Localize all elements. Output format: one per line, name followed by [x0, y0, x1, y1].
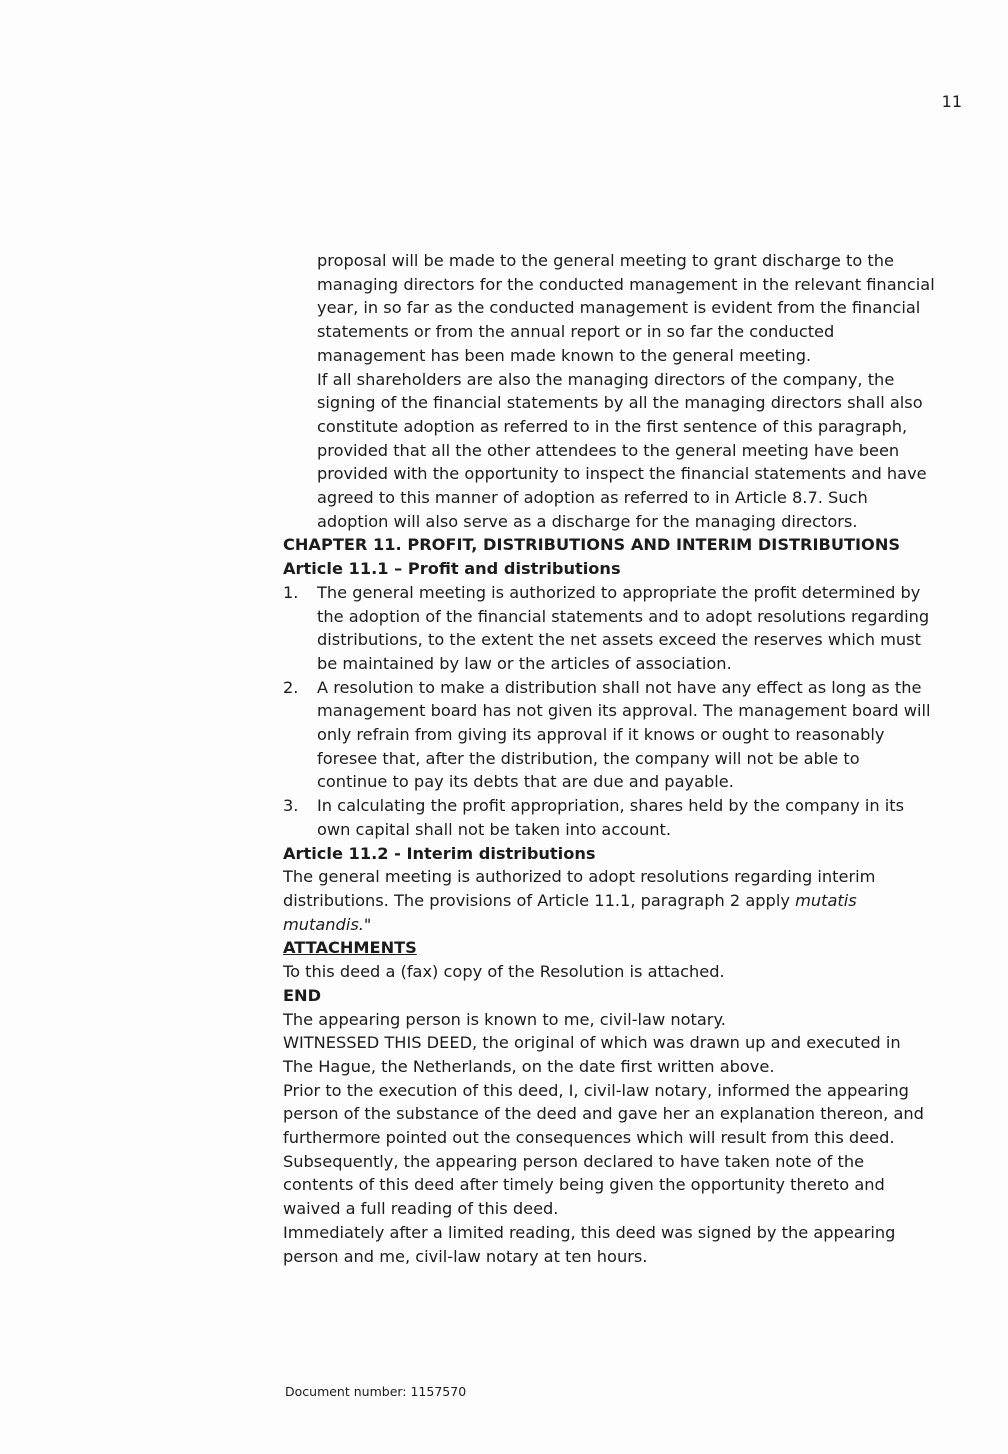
end-heading: END	[283, 985, 322, 1005]
list-item	[283, 581, 983, 676]
text-line: In calculating the profit appropriation, shares held by the company in its	[317, 796, 905, 816]
text-line: own capital shall not be taken into account.	[317, 819, 672, 839]
text-line: managing directors for the conducted management in the relevant financial	[317, 274, 935, 294]
intro-paragraph	[283, 249, 983, 533]
italic-text: mutatis	[795, 890, 857, 910]
text-line	[283, 889, 983, 913]
text-line: Prior to the execution of this deed, I, civil-law notary, informed the appearing	[283, 1080, 909, 1100]
article-heading: Article 11.1 – Profit and distributions	[283, 559, 621, 579]
article-heading: Article 11.2 - Interim distributions	[283, 843, 596, 863]
document-body	[283, 249, 983, 1268]
page-number: 11	[941, 92, 962, 111]
text-line: The general meeting is authorized to adopt resolutions regarding interim	[283, 867, 876, 887]
numbered-list	[283, 581, 983, 842]
text-line: adoption will also serve as a discharge for the managing directors.	[317, 511, 858, 531]
text-line: proposal will be made to the general meeting to grant discharge to the	[317, 251, 894, 270]
list-item	[283, 794, 983, 841]
text-line: person and me, civil-law notary at ten hours.	[283, 1246, 648, 1266]
text-line: management has been made known to the general meeting.	[317, 345, 812, 365]
text-line	[283, 913, 983, 937]
text-line: The Hague, the Netherlands, on the date first written above.	[283, 1056, 775, 1076]
text-line: only refrain from giving its approval if it knows or ought to reasonably	[317, 725, 885, 745]
text-line: WITNESSED THIS DEED, the original of which was drawn up and executed in	[283, 1033, 901, 1053]
text-line: foresee that, after the distribution, the company will not be able to	[317, 748, 860, 768]
text-line: furthermore pointed out the consequences which will result from this deed.	[283, 1128, 895, 1148]
text-span: distributions. The provisions of Article 11.1, paragraph 2 apply	[283, 890, 796, 910]
text-span: "	[363, 914, 372, 934]
italic-text: mutandis.	[283, 914, 364, 934]
text-line: year, in so far as the conducted management is evident from the financial	[317, 298, 921, 318]
text-line: contents of this deed after timely being given the opportunity thereto and	[283, 1175, 885, 1195]
list-number: 2.	[283, 677, 299, 697]
text-line: constitute adoption as referred to in the first sentence of this paragraph,	[317, 416, 908, 436]
list-number: 1.	[283, 582, 299, 602]
text-line: The general meeting is authorized to appropriate the profit determined by	[317, 582, 921, 602]
text-line: Immediately after a limited reading, this deed was signed by the appearing	[283, 1222, 896, 1242]
list-number: 3.	[283, 796, 299, 816]
text-line: A resolution to make a distribution shall not have any effect as long as the	[317, 677, 922, 697]
text-line: provided with the opportunity to inspect the financial statements and have	[317, 464, 927, 484]
text-line: agreed to this manner of adoption as referred to in Article 8.7. Such	[317, 488, 868, 508]
text-line: statements or from the annual report or in so far the conducted	[317, 322, 835, 342]
text-line: the adoption of the financial statements and to adopt resolutions regarding	[317, 606, 930, 626]
text-line: distributions, to the extent the net assets exceed the reserves which must	[317, 630, 921, 650]
text-line: provided that all the other attendees to the general meeting have been	[317, 440, 900, 460]
text-line: The appearing person is known to me, civil-law notary.	[283, 1009, 726, 1029]
text-line: be maintained by law or the articles of association.	[317, 653, 732, 673]
text-line: signing of the financial statements by all the managing directors shall also	[317, 393, 923, 413]
closing-paragraph	[283, 1008, 983, 1269]
text-line: person of the substance of the deed and gave her an explanation thereon, and	[283, 1104, 924, 1124]
text-line: waived a full reading of this deed.	[283, 1199, 559, 1219]
list-item	[283, 676, 983, 795]
document-number-footer: Document number: 1157570	[285, 1384, 467, 1399]
chapter-heading: CHAPTER 11. PROFIT, DISTRIBUTIONS AND INTERIM DISTRIBUTIONS	[283, 535, 901, 555]
text-line: management board has not given its approval. The management board will	[317, 701, 931, 721]
text-line: If all shareholders are also the managing directors of the company, the	[317, 369, 895, 389]
text-line: continue to pay its debts that are due and payable.	[317, 772, 734, 792]
attachments-text: To this deed a (fax) copy of the Resolution is attached.	[283, 962, 725, 982]
text-line: Subsequently, the appearing person declared to have taken note of the	[283, 1151, 865, 1171]
attachments-heading: ATTACHMENTS	[283, 938, 417, 958]
